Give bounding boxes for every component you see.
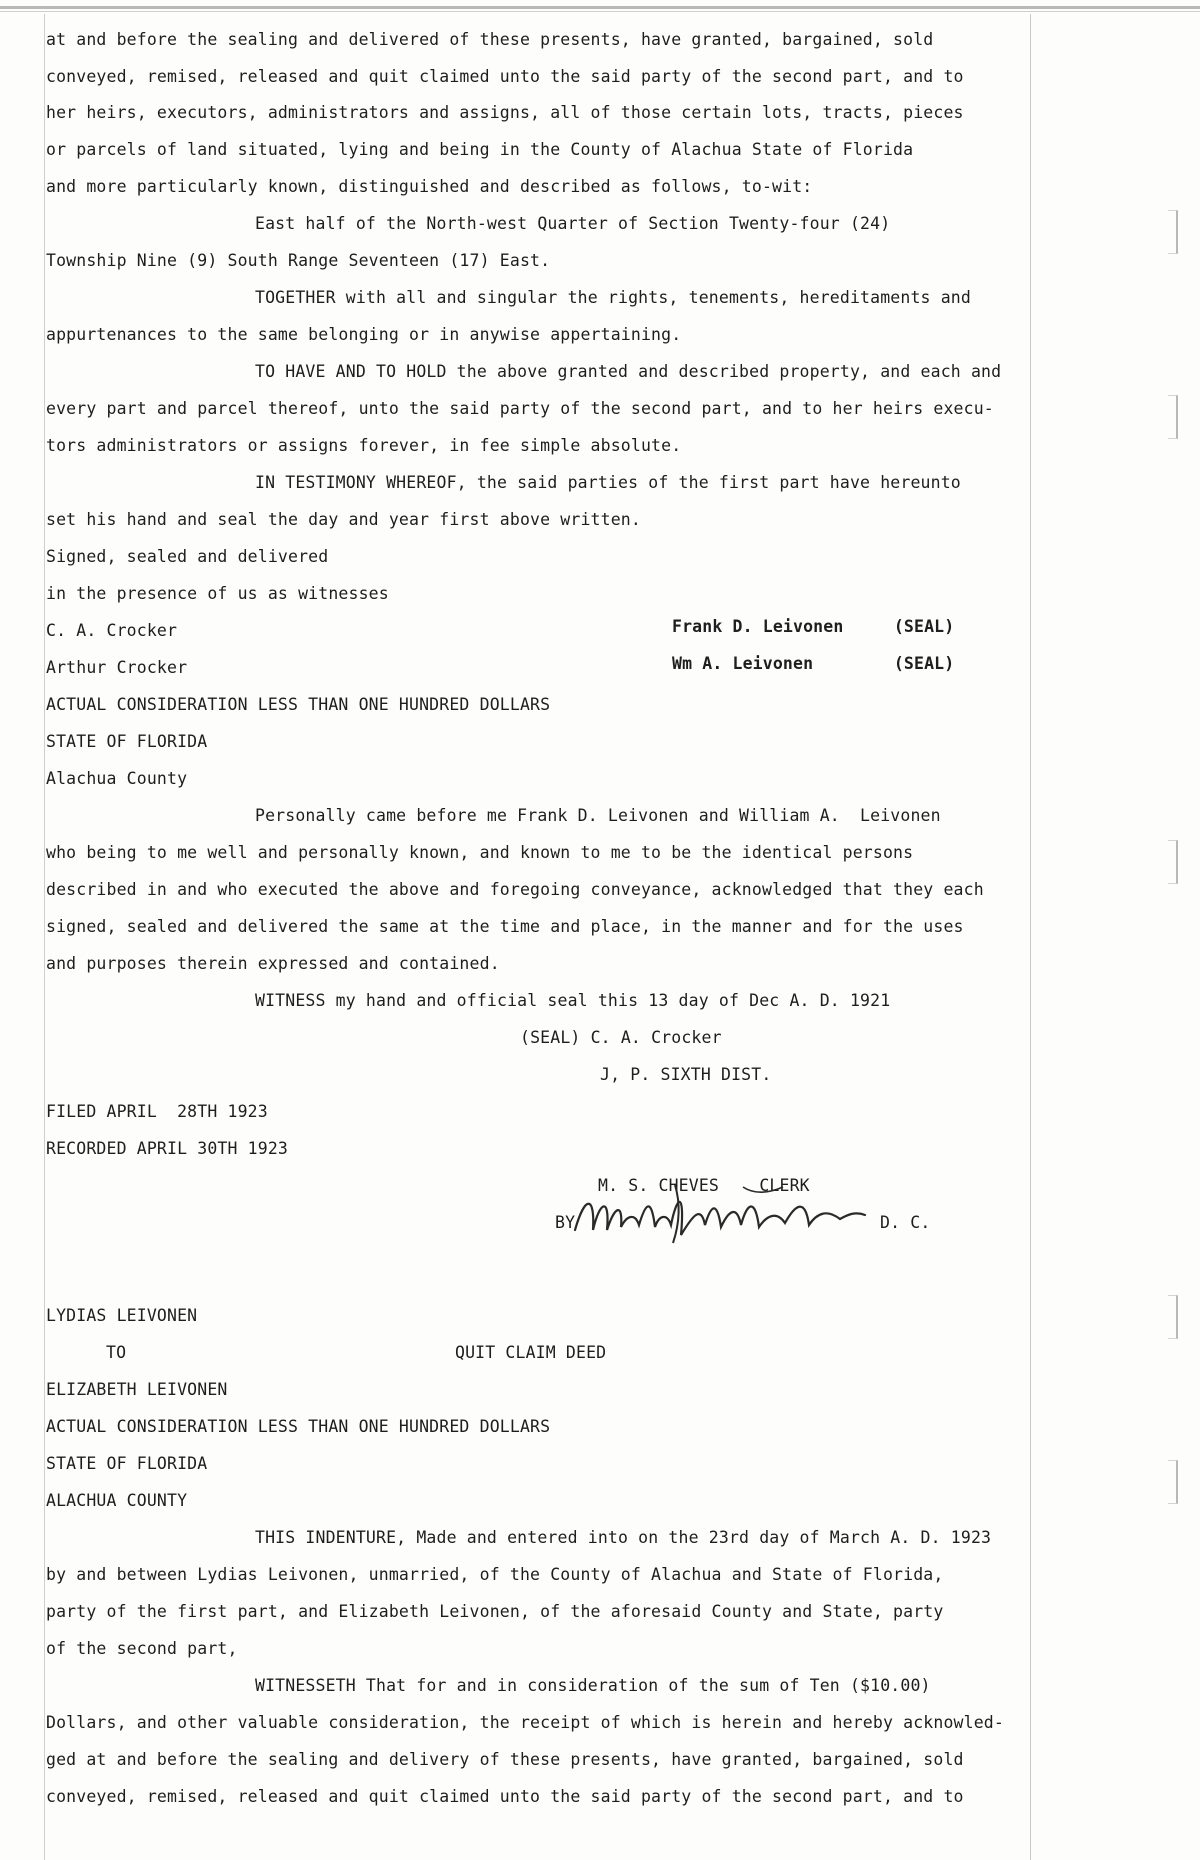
text-line: Signed, sealed and delivered xyxy=(46,547,329,566)
text-line: THIS INDENTURE, Made and entered into on the 23rd day of March A. D. 1923 xyxy=(255,1528,992,1547)
right-margin-line xyxy=(1030,14,1031,1860)
text-line: M. S. CHEVES CLERK xyxy=(598,1176,810,1195)
text-line: STATE OF FLORIDA xyxy=(46,732,208,751)
text-line: BY xyxy=(555,1213,576,1232)
text-line: and purposes therein expressed and contained. xyxy=(46,954,500,973)
text-line: East half of the North-west Quarter of Section Twenty-four (24) xyxy=(255,214,891,233)
text-line: TO HAVE AND TO HOLD the above granted and described property, and each and xyxy=(255,362,1002,381)
text-line: WITNESSETH That for and in consideration of the sum of Ten ($10.00) xyxy=(255,1676,931,1695)
binder-mark xyxy=(1168,210,1178,254)
binder-mark xyxy=(1168,1460,1178,1504)
text-line: ged at and before the sealing and delivery of these presents, have granted, bargained, sold xyxy=(46,1750,964,1769)
text-line: in the presence of us as witnesses xyxy=(46,584,389,603)
text-line: QUIT CLAIM DEED xyxy=(455,1343,607,1362)
text-line: ACTUAL CONSIDERATION LESS THAN ONE HUNDRED DOLLARS xyxy=(46,695,551,714)
text-line: J, P. SIXTH DIST. xyxy=(600,1065,772,1084)
text-line: RECORDED APRIL 30TH 1923 xyxy=(46,1139,289,1158)
text-line: by and between Lydias Leivonen, unmarried, of the County of Alachua and State of Florida, xyxy=(46,1565,944,1584)
text-line: ACTUAL CONSIDERATION LESS THAN ONE HUNDRED DOLLARS xyxy=(46,1417,551,1436)
text-line: Personally came before me Frank D. Leivonen and William A. Leivonen xyxy=(255,806,941,825)
text-line: Township Nine (9) South Range Seventeen (17) East. xyxy=(46,251,551,270)
text-line: every part and parcel thereof, unto the said party of the second part, and to her heirs execu- xyxy=(46,399,994,418)
top-rule xyxy=(0,6,1200,9)
text-line: of the second part, xyxy=(46,1639,238,1658)
top-rule-thin xyxy=(0,11,1200,12)
text-line: LYDIAS LEIVONEN xyxy=(46,1306,198,1325)
text-line: party of the first part, and Elizabeth Leivonen, of the aforesaid County and State, party xyxy=(46,1602,944,1621)
handwritten-signature-icon xyxy=(555,1175,885,1245)
text-line: ALACHUA COUNTY xyxy=(46,1491,188,1510)
text-line: her heirs, executors, administrators and assigns, all of those certain lots, tracts, pieces xyxy=(46,103,964,122)
text-line: described in and who executed the above and foregoing conveyance, acknowledged that they each xyxy=(46,880,984,899)
text-line: who being to me well and personally known, and known to me to be the identical persons xyxy=(46,843,914,862)
text-line: conveyed, remised, released and quit claimed unto the said party of the second part, and to xyxy=(46,67,964,86)
text-line: Alachua County xyxy=(46,769,188,788)
text-line: appurtenances to the same belonging or in anywise appertaining. xyxy=(46,325,682,344)
text-line: Arthur Crocker xyxy=(46,658,188,677)
text-line: D. C. xyxy=(880,1213,931,1232)
text-line: (SEAL) C. A. Crocker xyxy=(520,1028,722,1047)
text-line: set his hand and seal the day and year first above written. xyxy=(46,510,641,529)
text-line: TO xyxy=(106,1343,127,1362)
binder-mark xyxy=(1168,395,1178,439)
left-margin-line xyxy=(44,14,45,1860)
text-line: IN TESTIMONY WHEREOF, the said parties of the first part have hereunto xyxy=(255,473,961,492)
text-line: STATE OF FLORIDA xyxy=(46,1454,208,1473)
binder-mark xyxy=(1168,1295,1178,1339)
text-line: C. A. Crocker xyxy=(46,621,178,640)
text-line: ELIZABETH LEIVONEN xyxy=(46,1380,228,1399)
text-line: at and before the sealing and delivered of these presents, have granted, bargained, sold xyxy=(46,30,934,49)
text-line: signed, sealed and delivered the same at the time and place, in the manner and for the uses xyxy=(46,917,964,936)
binder-mark xyxy=(1168,840,1178,884)
text-line: and more particularly known, distinguished and described as follows, to-wit: xyxy=(46,177,813,196)
text-line: tors administrators or assigns forever, in fee simple absolute. xyxy=(46,436,682,455)
text-line: TOGETHER with all and singular the rights, tenements, hereditaments and xyxy=(255,288,971,307)
text-line: Wm A. Leivonen (SEAL) xyxy=(672,654,955,673)
text-line: Frank D. Leivonen (SEAL) xyxy=(672,617,955,636)
text-line: Dollars, and other valuable consideration, the receipt of which is herein and hereby acknowled- xyxy=(46,1713,1004,1732)
text-line: or parcels of land situated, lying and being in the County of Alachua State of Florida xyxy=(46,140,914,159)
text-line: WITNESS my hand and official seal this 13 day of Dec A. D. 1921 xyxy=(255,991,891,1010)
clerk-signature xyxy=(555,1175,885,1245)
text-line: conveyed, remised, released and quit claimed unto the said party of the second part, and to xyxy=(46,1787,964,1806)
text-line: FILED APRIL 28TH 1923 xyxy=(46,1102,268,1121)
